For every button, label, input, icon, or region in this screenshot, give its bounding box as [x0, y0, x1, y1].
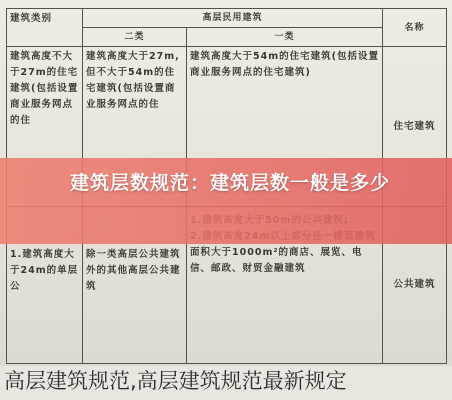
- header-category: 建筑类别: [7, 9, 83, 47]
- header-class-one: 一类: [187, 28, 383, 47]
- cell-residential-other: 建筑高度不大于27m的住宅建筑(包括设置商业服务网点的住: [7, 47, 83, 207]
- header-group: 高层民用建筑: [83, 9, 383, 28]
- overlay-title: 建筑层数规范：建筑层数一般是多少: [69, 172, 390, 194]
- cell-residential-name: 住宅建筑: [383, 47, 447, 207]
- cell-public-class-one: 面积大于1000m²的商店、展览、电信、邮政、财贸金融建筑: [187, 207, 383, 364]
- header-name: 名称: [383, 9, 447, 47]
- cell-residential-class-one: 建筑高度大于54m的住宅建筑(包括设置商业服务网点的住宅建筑): [187, 47, 383, 207]
- cell-public-class-two: 除一类高层公共建筑外的其他高层公共建筑: [83, 207, 187, 364]
- cell-public-name: 公共建筑: [383, 207, 447, 364]
- image-caption: 高层建筑规范,高层建筑规范最新规定: [4, 369, 347, 393]
- cell-public-other: 1.建筑高度大于24m的单层公: [7, 207, 83, 364]
- header-class-two: 二类: [83, 28, 187, 47]
- cell-residential-class-two: 建筑高度大于27m,但不大于54m的住宅建筑(包括设置商业服务网点的住: [83, 47, 187, 207]
